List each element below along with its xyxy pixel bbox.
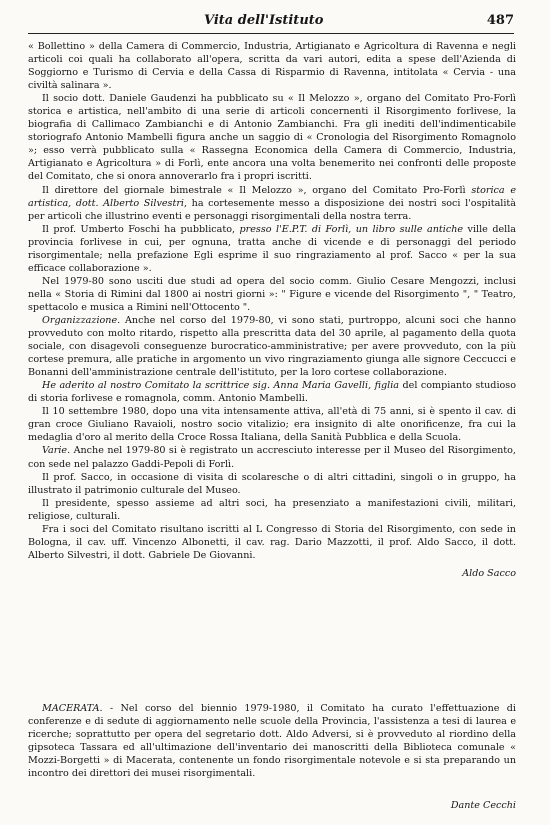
page-header [28,13,514,35]
paragraph-text: del compianto studioso di storia forlivese e romagnola, comm. Antonio Mambelli. [28,380,516,405]
paragraph-p0 [28,40,516,92]
paragraph-text: Il prof. Umberto Foschi ha pubblicato, [42,223,240,235]
paragraph-p8 [28,444,516,470]
paragraph-text: ville della provincia forlivese in cui, per ognuna, tratta anche di vicende e di personaggi del periodo risorgimentale; nella prefazione Egli esprime il suo ringraziamento al prof. Sacco « per la sua efficace collaborazione ». [28,223,516,274]
paragraph-p9 [28,471,516,497]
page-number: 487 [486,13,514,28]
paragraph-p10 [28,497,516,523]
signature-cecchi: Dante Cecchi [450,800,516,812]
paragraph-text: Anche nel corso del 1979-80, vi sono stati, purtroppo, alcuni soci che hanno provveduto con molto ritardo, rispetto alla prescritta data del 30 aprile, al pagamento della quota sociale, con disagevoli conseguenze burocratico-amministrative; per avere provveduto, con la più cortese premura, alle pratiche in argomento un vivo ringraziamento giunga alle signore Ceccucci e Bonanni dell'amministrazione centrale dell'istituto, per la loro cortese collaborazione. [28,314,516,379]
paragraph-text: presso l'E.P.T. di Forlì, un libro sulle antiche [239,223,464,235]
paragraph-text: Il socio dott. Daniele Gaudenzi ha pubblicato su « Il Melozzo », organo del Comitato Pro-Forlì storica e artistica, nell'ambito di una serie di articoli concernenti il Risorgimento forlivese, la biografia di Callimaco Zambianchi e di Antonio Zambianchi. Fra gli inediti dell'indimenticabile storiografo Antonio Mambelli figura anche un saggio di « Cronologia del Risorgimento Romagnolo »; esso verrà pubblicato sulla « Rassegna Economica della Camera di Commercio, Industria, Artigianato e Agricoltura » di Forlì, ente ancora una volta benemerito nei confronti delle proposte del Comitato, che si onora annoverarlo fra i propri iscritti. [28,93,516,183]
paragraph-text: He aderito al nostro Comitato la scrittrice sig. Anna Maria Gavelli, figlia [42,380,400,392]
paragraph-text: Il 10 settembre 1980, dopo una vita intensamente attiva, all'età di 75 anni, si è spento il cav. di gran croce Giuliano Ravaioli, nostro socio vitalizio; era insignito di alte onorificenze, fra cui la medaglia d'oro al merito della Croce Rossa Italiana, della Sanità Pubblica e della Scuola. [28,406,516,444]
macerata-text: . - Nel corso del biennio 1979-1980, il Comitato ha curato l'effettuazione di conferenze e di sedute di aggiornamento nelle scuole della Provincia, l'assistenza a tesi di laurea e ricerche; soprattutto per opera del segretario dott. Aldo Adversi, si è provveduto al riordino della gipsoteca Tassara ed all'ultimazione dell'inventario dei manoscritti della Biblioteca comunale « Mozzi-Borgetti » di Macerata, contenente un fondo risorgimentale notevole e si sta preparando un incontro dei direttori dei musei risorgimentali. [28,703,516,780]
paragraph-text: Organizzazione. [42,314,121,326]
paragraph-text: , ha cortesemente messo a disposizione dei nostri soci l'ospitalità per articoli che illustrino eventi e personaggi risorgimentali della nostra terra. [28,197,516,222]
paragraph-p7 [28,405,516,444]
body-text [28,40,516,580]
paragraph-p3 [28,223,516,275]
signature-sacco: Aldo Sacco [462,567,516,579]
paragraph-text: Anche nel 1979-80 si è registrato un accresciuto interesse per il Museo del Risorgimento, con sede nel palazzo Gaddi-Pepoli di Forlì. [28,445,516,470]
macerata-section [28,702,516,812]
paragraph-text: storica e artistica, dott. Alberto Silvestri [28,184,516,209]
paragraph-p4 [28,275,516,314]
paragraph-text: Il presidente, spesso assieme ad altri soci, ha presenziato a manifestazioni civili, militari, religiose, culturali. [28,497,516,522]
running-title: Vita dell'Istituto [204,13,324,28]
macerata-paragraph [28,702,516,780]
paragraph-p11 [28,523,516,562]
paragraph-text: « Bollettino » della Camera di Commercio, Industria, Artigianato e Agricoltura di Ravenna e negli articoli coi quali ha collaborato all'opera, scritta da vari autori, edita a spese dell'Azienda di Soggiorno e Turismo di Cervia e della Cassa di Risparmio di Ravenna, intitolata « Cervia - una civiltà salinara ». [28,41,516,92]
macerata-label: MACERATA [42,703,100,714]
paragraph-text: Varie. [42,445,71,457]
paragraph-text: Il direttore del giornale bimestrale « Il Melozzo », organo del Comitato Pro-Forlì [42,184,472,196]
paragraph-p1 [28,92,516,183]
header-rule [28,33,514,34]
paragraph-text: Il prof. Sacco, in occasione di visita di scolaresche o di altri cittadini, singoli o in gruppo, ha illustrato il patrimonio culturale del Museo. [28,471,516,496]
paragraph-p5 [28,314,516,379]
paragraph-text: Nel 1979-80 sono usciti due studi ad opera del socio comm. Giulio Cesare Mengozzi, inclusi nella « Storia di Rimini dal 1800 ai nostri giorni »: " Figure e vicende del Risorgimento ", " Teatro, spettacolo e musica a Rimini nell'Ottocento ". [28,275,516,313]
paragraph-p2 [28,184,516,223]
paragraph-text: Fra i soci del Comitato risultano iscritti al L Congresso di Storia del Risorgimento, con sede in Bologna, il cav. uff. Vincenzo Albonetti, il cav. rag. Dario Mazzotti, il prof. Aldo Sacco, il dott. Alberto Silvestri, il dott. Gabriele De Giovanni. [28,523,516,561]
paragraph-p6 [28,379,516,405]
